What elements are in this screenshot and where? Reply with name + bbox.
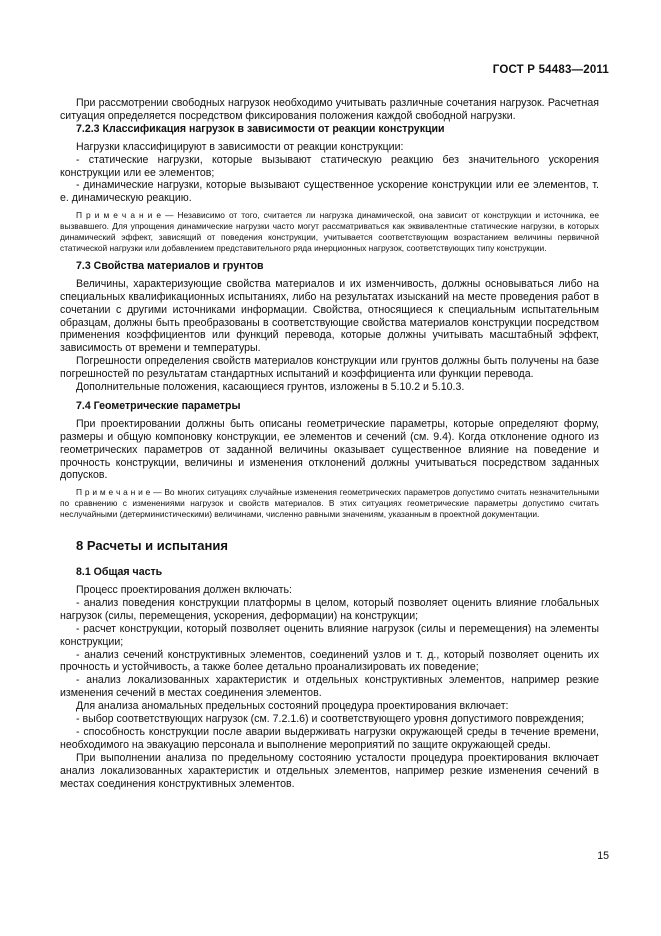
list-item: - расчет конструкции, который позволяет оценить влияние нагрузок (силы и перемещения) на элементы конструкции; [60, 622, 599, 648]
list-item: - способность конструкции после аварии выдерживать нагрузки окружающей среды в течение времени, необходимого на эвакуацию персонала и выполнение мероприятий по защите окружающей среды. [60, 725, 599, 751]
section-heading-7-2-3: 7.2.3 Классификация нагрузок в зависимости от реакции конструкции [76, 122, 445, 135]
section-heading-7-3: 7.3 Свойства материалов и грунтов [76, 259, 264, 272]
document-number-header: ГОСТ Р 54483—2011 [492, 64, 609, 76]
section-heading-7-4: 7.4 Геометрические параметры [76, 399, 241, 412]
chapter-heading-8: 8 Расчеты и испытания [76, 538, 228, 554]
list-item: - выбор соответствующих нагрузок (см. 7.2.1.6) и соответствующего уровня допустимого повреждения; [76, 713, 585, 726]
section-heading-8-1: 8.1 Общая часть [76, 566, 163, 579]
document-body [60, 97, 599, 791]
paragraph: Для анализа аномальных предельных состояний процедура проектирования включает: [76, 700, 509, 713]
paragraph: Погрешности определения свойств материалов конструкции или грунтов должны быть получены на базе погрешностей по результатам стандартных испытаний и коэффициента или функции перевода. [60, 355, 599, 381]
list-item: - анализ локализованных характеристик и отдельных конструктивных элементов, например резкие изменения сечений в местах соединения элементов. [60, 674, 599, 700]
paragraph: Величины, характеризующие свойства материалов и их изменчивость, должны основываться либо на специальных квалификационных испытаниях, либо на результатах изысканий на месте проведения работ в сочетании с другими источниками информации. Свойства, относящиеся к специальным испытательным образцам, должны быть преобразованы в соответствующие свойства материалов конструкции посредством применения коэффициентов или функций перевода, которые должны учитывать масштабный эффект, зависимость от времени и температуры. [60, 277, 599, 355]
list-item: - статические нагрузки, которые вызывают статическую реакцию без значительного ускорения конструкции или ее элементов; [60, 153, 599, 179]
list-item: - анализ поведения конструкции платформы в целом, который позволяет оценить влияние глобальных нагрузок (силы, перемещения, ускорения, деформации) на конструкции; [60, 596, 599, 622]
note: П р и м е ч а н и е — Во многих ситуациях случайные изменения геометрических параметров допустимо считать незначительными по сравнению с изменениями нагрузок и свойств материалов. В этих ситуациях геометрические параметры допустимо считать неслучайными (детерминистическими) величинами, численно равными значениям, указанным в проектной документации. [60, 487, 599, 520]
paragraph: При проектировании должны быть описаны геометрические параметры, которые определяют форму, размеры и общую компоновку конструкции, ее элементов и сечений (см. 9.4). Когда отклонение одного из геометрических параметров от заданной величины оказывает существенное влияние на поведение и прочность конструкции, величины и изменения отклонений должны учитываться посредством заданных допусков. [60, 417, 599, 482]
list-item: - динамические нагрузки, которые вызывают существенное ускорение конструкции или ее элементов, т. е. динамическую реакцию. [60, 179, 599, 205]
paragraph: Процесс проектирования должен включать: [76, 584, 292, 596]
note: П р и м е ч а н и е — Независимо от того, считается ли нагрузка динамической, она зависит от конструкции и источника, ее вызвавшего. Для упрощения динамические нагрузки часто могут рассматриваться как эквивалентные статические нагрузки, в которых динамический эффект, зависящий от поведения конструкции, учитывается соответствующим возрастанием величины первичной статической нагрузки или добавлением представительного ряда инерционных нагрузок, соответствующих типу конструкции. [60, 210, 599, 253]
paragraph: При рассмотрении свободных нагрузок необходимо учитывать различные сочетания нагрузок. Расчетная ситуация определяется посредством фиксирования положения каждой свободной нагрузки. [60, 97, 599, 122]
paragraph: Дополнительные положения, касающиеся грунтов, изложены в 5.10.2 и 5.10.3. [76, 381, 465, 394]
paragraph: При выполнении анализа по предельному состоянию усталости процедура проектирования включает анализ локализованных характеристик и отдельных элементов, например резкие изменения сечений в местах соединения конструктивных элементов. [60, 751, 599, 790]
list-item: - анализ сечений конструктивных элементов, соединений узлов и т. д., который позволяет оценить их прочность и устойчивость, а также более детально проанализировать их поведение; [60, 648, 599, 674]
page-number: 15 [597, 850, 609, 862]
paragraph: Нагрузки классифицируют в зависимости от реакции конструкции: [76, 140, 404, 153]
